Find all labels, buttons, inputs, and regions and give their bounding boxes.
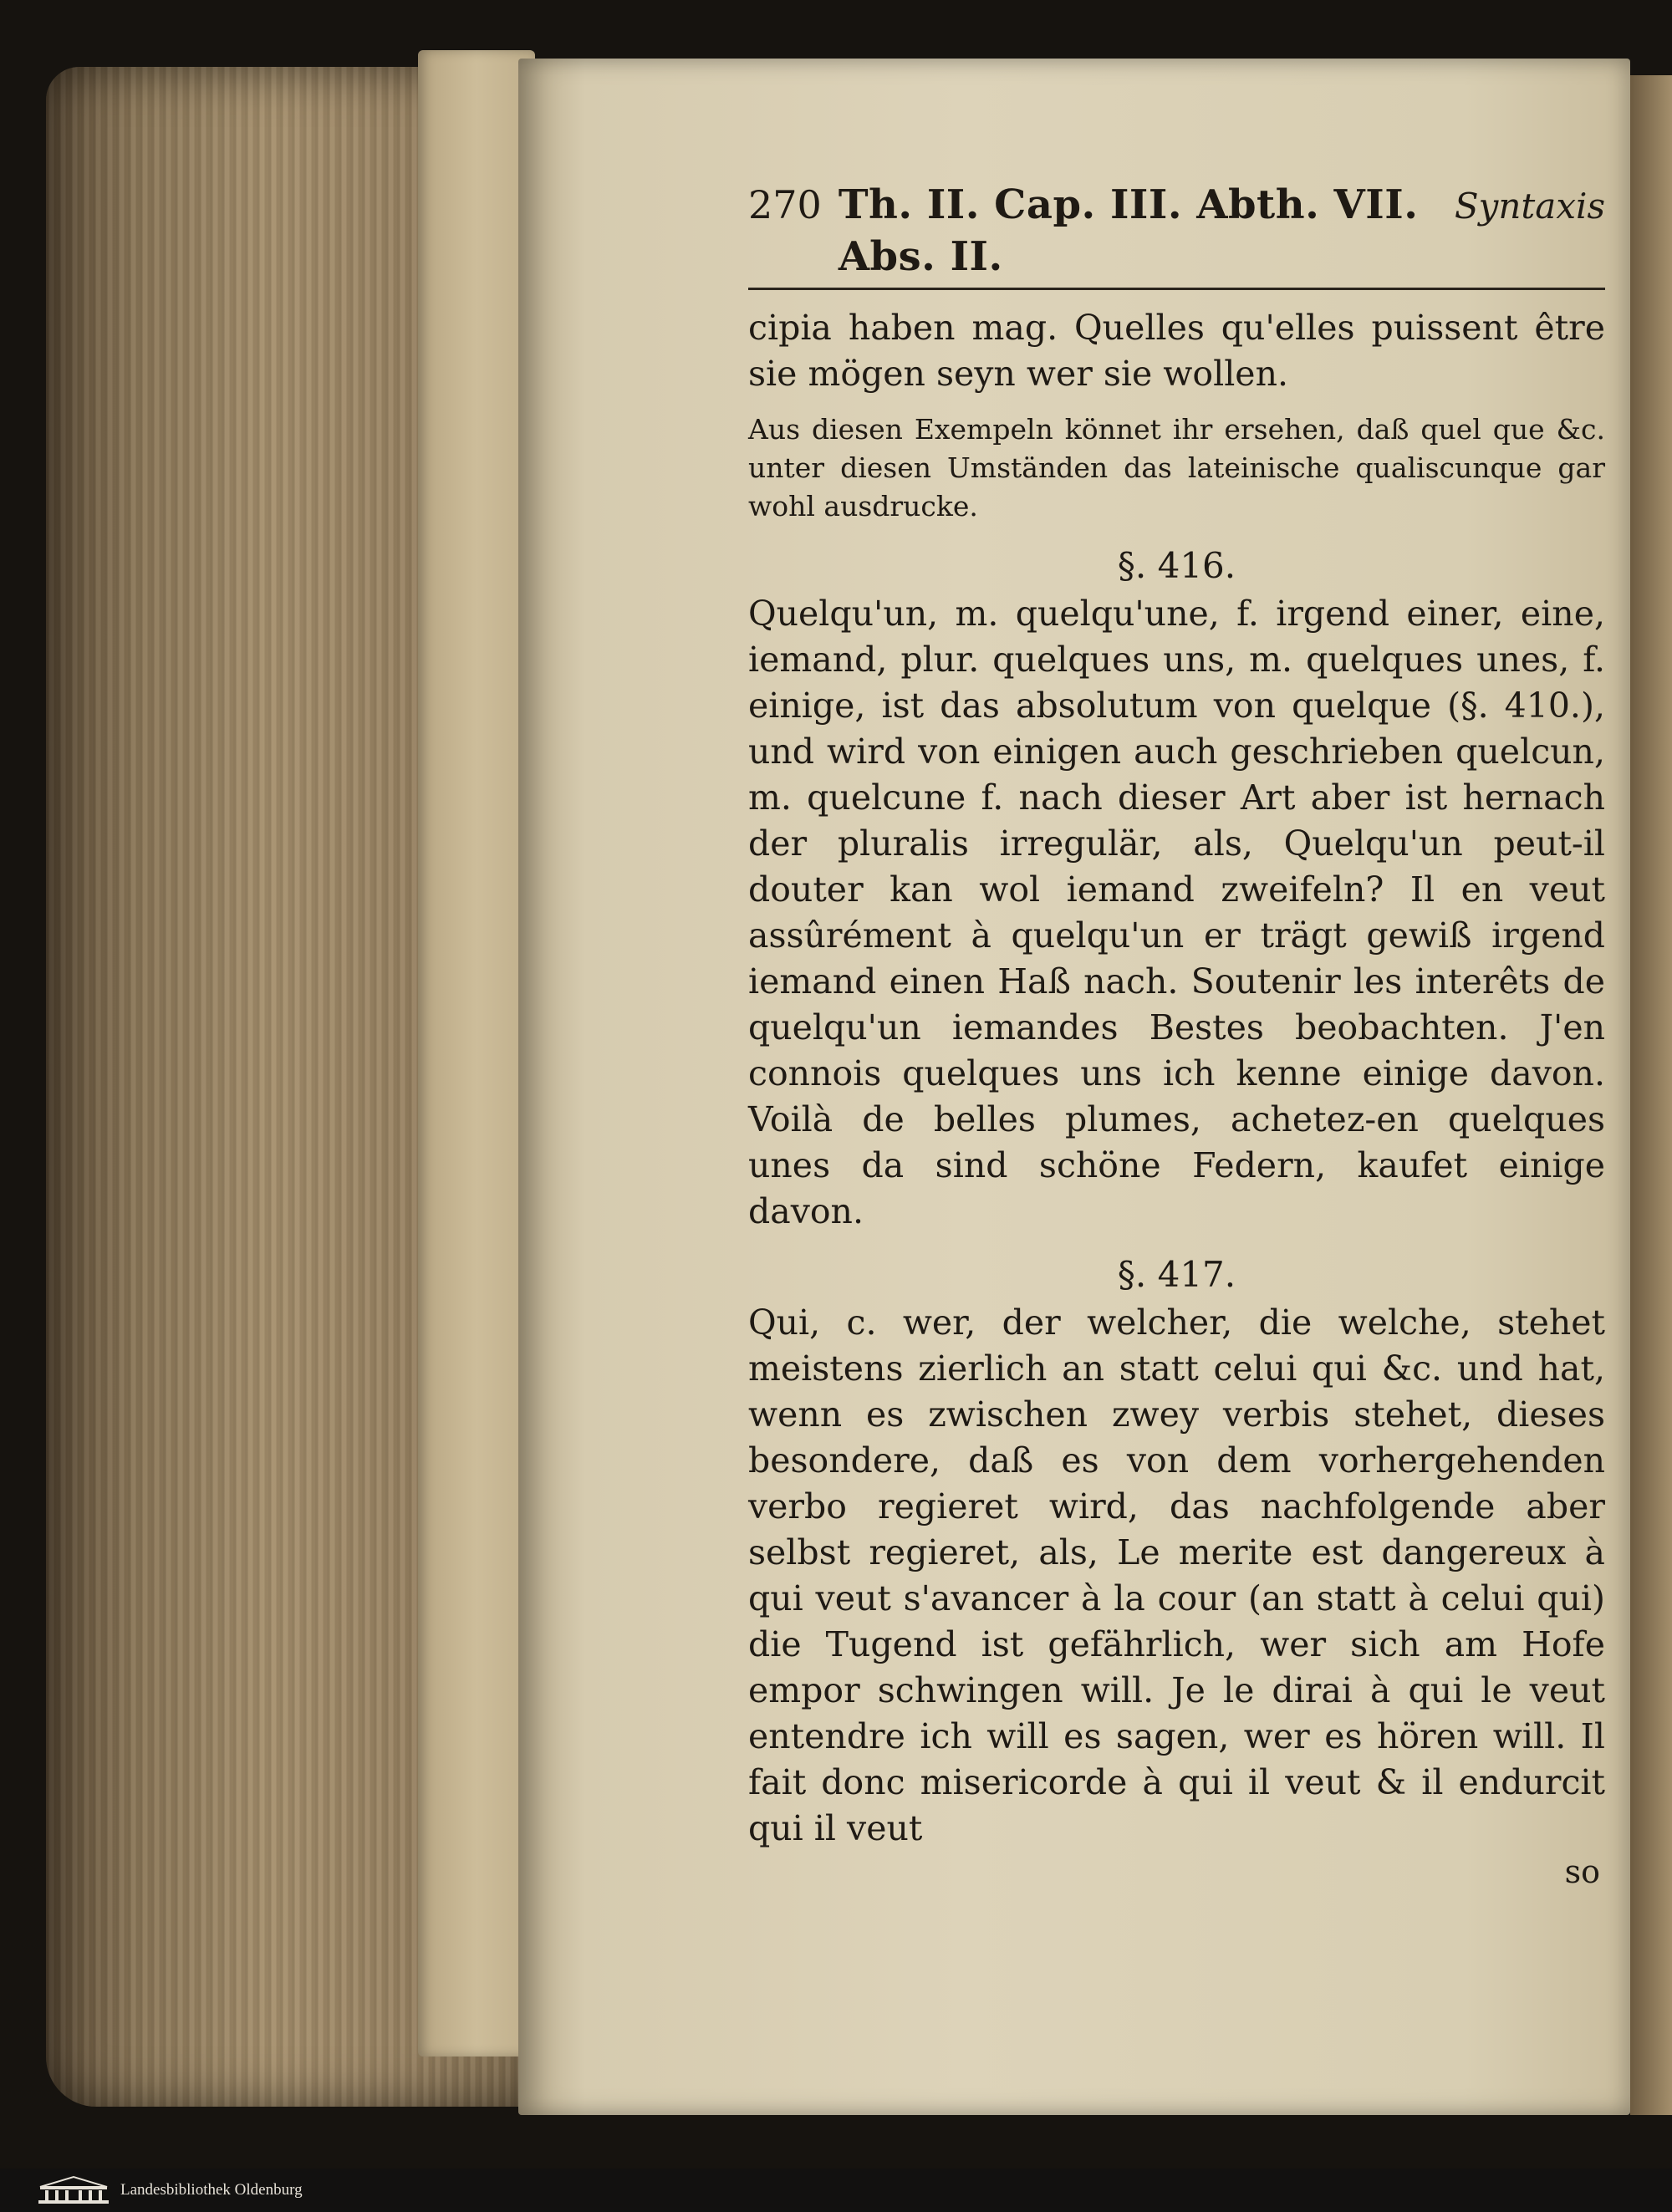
- catchword: so: [1564, 1853, 1600, 1890]
- running-head: [748, 179, 1605, 290]
- library-name: Landesbibliothek Oldenburg: [120, 2181, 303, 2199]
- facing-page-edge: [1630, 75, 1672, 2115]
- section-text-416: Quelqu'un, m. quelqu'une, f. irgend einer, eine, iemand, plur. quelques uns, m. quelques unes, f. einige, ist das absolutum von quelque (§. 410.), und wird von einigen auch geschrieben quelcun, m. quelcune f. nach dieser Art aber ist hernach der pluralis irregulär, als, Quelqu'un peut-il douter kan wol iemand zweifeln? Il en veut assûrément à quelqu'un er trägt gewiß irgend iemand einen Haß nach. Soutenir les interêts de quelqu'un iemandes Bestes beobachten. J'en connois quelques uns ich kenne einige davon. Voilà de belles plumes, achetez-en quelques unes da sind schöne Federn, kaufet einige davon.: [748, 594, 1605, 1231]
- section-heading-417: §. 417.: [1117, 1254, 1236, 1295]
- page-stack-inner: [418, 50, 535, 2057]
- opening-paragraph: cipia haben mag. Quelles qu'elles puissent être sie mögen seyn wer sie wollen.: [748, 308, 1605, 394]
- library-building-icon: [37, 2175, 110, 2205]
- chapter-reference: Th. II. Cap. III. Abth. VII. Abs. II.: [838, 181, 1419, 280]
- section-text-417: Qui, c. wer, der welcher, die welche, stehet meistens zierlich an statt celui qui &c. und hat, wenn es zwischen zwey verbis stehet, dieses besondere, daß es von dem vorhergehenden verbo regieret wird, das nachfolgende aber selbst regieret, als, Le merite est dangereux à qui veut s'avancer à la cour (an statt à celui qui) die Tugend ist gefährlich, wer sich am Hofe empor schwingen will. Je le dirai à qui le veut entendre ich will es sagen, wer es hören will. Il fait donc misericorde à qui il veut & il endurcit qui il veut: [748, 1302, 1605, 1848]
- running-head-subject: Syntaxis: [1454, 186, 1605, 227]
- page-text: [748, 179, 1605, 1892]
- footer-bar: [0, 2169, 1672, 2212]
- page-number: 270: [748, 182, 822, 227]
- section-heading-416: §. 416.: [1117, 545, 1236, 586]
- note-paragraph: Aus diesen Exempeln könnet ihr ersehen, daß quel que &c. unter diesen Umständen das lateinische qualiscunque gar wohl ausdrucke.: [748, 413, 1605, 522]
